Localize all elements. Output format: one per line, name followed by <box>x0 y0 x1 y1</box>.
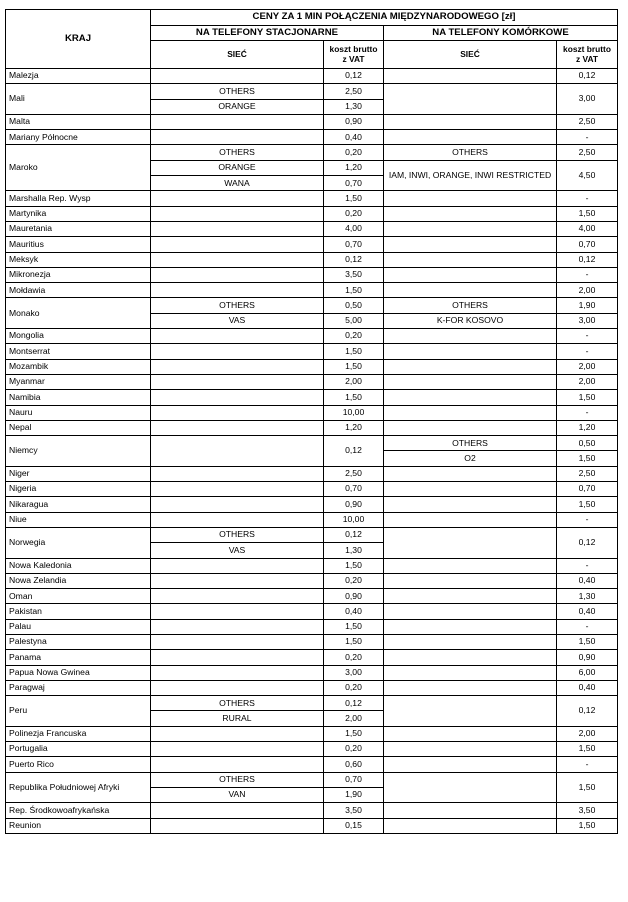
country-cell: Nowa Kaledonia <box>6 558 151 573</box>
mobile-price-cell: 0,50 <box>557 436 618 451</box>
fixed-price-cell: 1,50 <box>324 344 384 359</box>
mobile-price-cell: 6,00 <box>557 665 618 680</box>
country-cell: Nepal <box>6 420 151 435</box>
fixed-price-cell: 0,90 <box>324 114 384 129</box>
mobile-network-cell <box>384 497 557 512</box>
fixed-network-cell: ORANGE <box>151 99 324 114</box>
fixed-network-cell <box>151 359 324 374</box>
fixed-network-cell <box>151 252 324 267</box>
table-row <box>6 573 618 588</box>
mobile-network-cell <box>384 803 557 818</box>
mobile-network-cell <box>384 84 557 115</box>
country-cell: Palestyna <box>6 634 151 649</box>
mobile-network-cell <box>384 390 557 405</box>
country-cell: Mozambik <box>6 359 151 374</box>
fixed-price-cell: 0,40 <box>324 130 384 145</box>
mobile-network-cell <box>384 680 557 695</box>
mobile-price-cell: 2,50 <box>557 145 618 160</box>
country-cell: Myanmar <box>6 374 151 389</box>
mobile-price-cell: 2,50 <box>557 466 618 481</box>
mobile-network-cell <box>384 237 557 252</box>
fixed-network-cell <box>151 742 324 757</box>
table-row <box>6 329 618 344</box>
mobile-price-cell: 0,70 <box>557 482 618 497</box>
fixed-price-cell: 1,50 <box>324 619 384 634</box>
fixed-network-cell <box>151 604 324 619</box>
table-row <box>6 405 618 420</box>
fixed-price-cell: 0,12 <box>324 69 384 84</box>
mobile-network-cell: OTHERS <box>384 436 557 451</box>
mobile-network-cell <box>384 589 557 604</box>
table-row <box>6 206 618 221</box>
fixed-network-cell: OTHERS <box>151 772 324 787</box>
country-cell: Republika Południowej Afryki <box>6 772 151 803</box>
mobile-price-cell: 4,00 <box>557 221 618 236</box>
mobile-price-cell: 3,00 <box>557 84 618 115</box>
table-row <box>6 482 618 497</box>
koszt-line2: z VAT <box>342 53 365 64</box>
mobile-price-cell: 1,50 <box>557 497 618 512</box>
country-cell: Nikaragua <box>6 497 151 512</box>
mobile-price-cell: 1,50 <box>557 451 618 466</box>
mobile-network-cell <box>384 634 557 649</box>
fixed-price-cell: 0,60 <box>324 757 384 772</box>
mobile-network-cell <box>384 191 557 206</box>
mobile-price-cell: 1,50 <box>557 818 618 833</box>
country-cell: Mauritius <box>6 237 151 252</box>
mobile-price-cell: - <box>557 329 618 344</box>
table-row <box>6 145 618 160</box>
mobile-price-cell: 2,00 <box>557 374 618 389</box>
fixed-price-cell: 0,70 <box>324 772 384 787</box>
fixed-network-cell <box>151 482 324 497</box>
table-row <box>6 527 618 542</box>
country-cell: Montserrat <box>6 344 151 359</box>
table-row <box>6 772 618 787</box>
fixed-price-cell: 0,70 <box>324 176 384 191</box>
fixed-price-cell: 1,20 <box>324 420 384 435</box>
table-row <box>6 512 618 527</box>
table-row <box>6 497 618 512</box>
header-siec-mobile: SIEĆ <box>384 41 557 69</box>
country-cell: Mali <box>6 84 151 115</box>
fixed-price-cell: 0,20 <box>324 742 384 757</box>
mobile-network-cell <box>384 405 557 420</box>
fixed-network-cell <box>151 436 324 467</box>
rates-table <box>5 9 618 834</box>
fixed-price-cell: 0,12 <box>324 527 384 542</box>
mobile-network-cell <box>384 558 557 573</box>
table-row <box>6 237 618 252</box>
mobile-price-cell: - <box>557 191 618 206</box>
mobile-network-cell <box>384 329 557 344</box>
table-row <box>6 650 618 665</box>
table-row <box>6 390 618 405</box>
mobile-price-cell: 0,40 <box>557 604 618 619</box>
fixed-network-cell <box>151 221 324 236</box>
table-row <box>6 604 618 619</box>
mobile-network-cell <box>384 726 557 741</box>
fixed-network-cell <box>151 757 324 772</box>
mobile-network-cell <box>384 359 557 374</box>
country-cell: Niue <box>6 512 151 527</box>
mobile-price-cell: 2,50 <box>557 114 618 129</box>
table-row <box>6 130 618 145</box>
country-cell: Nowa Zelandia <box>6 573 151 588</box>
country-cell: Niger <box>6 466 151 481</box>
country-cell: Namibia <box>6 390 151 405</box>
fixed-price-cell: 0,20 <box>324 206 384 221</box>
fixed-price-cell: 0,20 <box>324 145 384 160</box>
mobile-network-cell: OTHERS <box>384 145 557 160</box>
fixed-network-cell <box>151 803 324 818</box>
fixed-price-cell: 0,12 <box>324 252 384 267</box>
country-cell: Palau <box>6 619 151 634</box>
table-row <box>6 619 618 634</box>
fixed-price-cell: 1,50 <box>324 726 384 741</box>
fixed-price-cell: 0,70 <box>324 482 384 497</box>
fixed-network-cell <box>151 512 324 527</box>
table-row <box>6 803 618 818</box>
mobile-price-cell: 1,50 <box>557 206 618 221</box>
mobile-network-cell <box>384 619 557 634</box>
fixed-network-cell: WANA <box>151 176 324 191</box>
table-row <box>6 298 618 313</box>
mobile-price-cell: 0,40 <box>557 680 618 695</box>
fixed-price-cell: 1,50 <box>324 191 384 206</box>
fixed-network-cell: OTHERS <box>151 527 324 542</box>
mobile-price-cell: 1,30 <box>557 589 618 604</box>
table-row <box>6 221 618 236</box>
mobile-network-cell <box>384 527 557 558</box>
header-koszt-fixed <box>324 41 384 69</box>
header-kraj: KRAJ <box>6 10 151 69</box>
country-cell: Nigeria <box>6 482 151 497</box>
fixed-network-cell <box>151 130 324 145</box>
fixed-network-cell <box>151 114 324 129</box>
fixed-network-cell: RURAL <box>151 711 324 726</box>
mobile-network-cell <box>384 114 557 129</box>
table-row <box>6 726 618 741</box>
fixed-price-cell: 0,40 <box>324 604 384 619</box>
fixed-price-cell: 0,20 <box>324 573 384 588</box>
mobile-price-cell: 1,90 <box>557 298 618 313</box>
fixed-price-cell: 0,20 <box>324 329 384 344</box>
fixed-network-cell: OTHERS <box>151 696 324 711</box>
fixed-price-cell: 0,90 <box>324 589 384 604</box>
mobile-network-cell <box>384 69 557 84</box>
fixed-network-cell: OTHERS <box>151 298 324 313</box>
fixed-network-cell: ORANGE <box>151 160 324 175</box>
mobile-price-cell: 2,00 <box>557 283 618 298</box>
mobile-network-cell <box>384 482 557 497</box>
mobile-price-cell: 3,00 <box>557 313 618 328</box>
fixed-network-cell <box>151 405 324 420</box>
fixed-network-cell: OTHERS <box>151 84 324 99</box>
fixed-price-cell: 0,15 <box>324 818 384 833</box>
country-cell: Peru <box>6 696 151 727</box>
fixed-network-cell <box>151 191 324 206</box>
mobile-price-cell: 1,50 <box>557 390 618 405</box>
mobile-price-cell: - <box>557 130 618 145</box>
table-row <box>6 558 618 573</box>
fixed-network-cell <box>151 329 324 344</box>
mobile-network-cell <box>384 818 557 833</box>
mobile-network-cell <box>384 604 557 619</box>
fixed-price-cell: 10,00 <box>324 405 384 420</box>
table-row <box>6 267 618 282</box>
fixed-price-cell: 1,50 <box>324 390 384 405</box>
mobile-network-cell <box>384 573 557 588</box>
mobile-price-cell: 0,12 <box>557 252 618 267</box>
fixed-price-cell: 1,20 <box>324 160 384 175</box>
fixed-network-cell <box>151 497 324 512</box>
mobile-price-cell: 0,12 <box>557 69 618 84</box>
country-cell: Marshalla Rep. Wysp <box>6 191 151 206</box>
mobile-price-cell: 3,50 <box>557 803 618 818</box>
koszt-line1: koszt brutto <box>563 44 611 55</box>
mobile-price-cell: 0,70 <box>557 237 618 252</box>
fixed-price-cell: 0,12 <box>324 436 384 467</box>
fixed-network-cell <box>151 650 324 665</box>
mobile-network-cell <box>384 374 557 389</box>
fixed-price-cell: 0,20 <box>324 650 384 665</box>
fixed-price-cell: 3,50 <box>324 267 384 282</box>
table-row <box>6 344 618 359</box>
country-cell: Mołdawia <box>6 283 151 298</box>
fixed-network-cell <box>151 589 324 604</box>
table-row <box>6 680 618 695</box>
mobile-price-cell: - <box>557 512 618 527</box>
header-mobile: NA TELEFONY KOMÓRKOWE <box>384 26 618 41</box>
table-row <box>6 742 618 757</box>
mobile-price-cell: 4,50 <box>557 160 618 191</box>
table-row <box>6 696 618 711</box>
country-cell: Mauretania <box>6 221 151 236</box>
mobile-network-cell <box>384 221 557 236</box>
country-cell: Norwegia <box>6 527 151 558</box>
table-row <box>6 283 618 298</box>
fixed-price-cell: 2,50 <box>324 84 384 99</box>
table-row <box>6 69 618 84</box>
mobile-network-cell <box>384 283 557 298</box>
country-cell: Meksyk <box>6 252 151 267</box>
fixed-price-cell: 5,00 <box>324 313 384 328</box>
table-row <box>6 818 618 833</box>
table-row <box>6 757 618 772</box>
mobile-network-cell <box>384 772 557 803</box>
fixed-price-cell: 3,00 <box>324 665 384 680</box>
country-cell: Pakistan <box>6 604 151 619</box>
mobile-price-cell: 0,12 <box>557 696 618 727</box>
fixed-network-cell <box>151 818 324 833</box>
mobile-price-cell: - <box>557 558 618 573</box>
mobile-network-cell <box>384 252 557 267</box>
mobile-price-cell: 1,50 <box>557 634 618 649</box>
fixed-network-cell <box>151 283 324 298</box>
koszt-line1: koszt brutto <box>329 44 378 55</box>
table-row <box>6 252 618 267</box>
mobile-price-cell: 1,50 <box>557 772 618 803</box>
table-row <box>6 436 618 451</box>
country-cell: Papua Nowa Gwinea <box>6 665 151 680</box>
mobile-network-cell <box>384 206 557 221</box>
mobile-network-cell <box>384 130 557 145</box>
mobile-network-cell <box>384 512 557 527</box>
mobile-price-cell: - <box>557 757 618 772</box>
mobile-network-cell <box>384 650 557 665</box>
fixed-network-cell: VAN <box>151 787 324 802</box>
koszt-line2: z VAT <box>575 53 599 64</box>
country-cell: Portugalia <box>6 742 151 757</box>
fixed-network-cell <box>151 665 324 680</box>
fixed-network-cell <box>151 267 324 282</box>
fixed-price-cell: 0,12 <box>324 696 384 711</box>
fixed-network-cell <box>151 680 324 695</box>
country-cell: Mongolia <box>6 329 151 344</box>
fixed-network-cell <box>151 69 324 84</box>
country-cell: Nauru <box>6 405 151 420</box>
fixed-price-cell: 1,30 <box>324 99 384 114</box>
country-cell: Reunion <box>6 818 151 833</box>
mobile-network-cell: OTHERS <box>384 298 557 313</box>
mobile-price-cell: - <box>557 405 618 420</box>
header-fixed: NA TELEFONY STACJONARNE <box>151 26 384 41</box>
mobile-network-cell: IAM, INWI, ORANGE, INWI RESTRICTED <box>384 160 557 191</box>
country-cell: Malezja <box>6 69 151 84</box>
country-cell: Paragwaj <box>6 680 151 695</box>
mobile-price-cell: 0,12 <box>557 527 618 558</box>
country-cell: Rep. Środkowoafrykańska <box>6 803 151 818</box>
fixed-network-cell <box>151 206 324 221</box>
fixed-price-cell: 2,50 <box>324 466 384 481</box>
mobile-network-cell: O2 <box>384 451 557 466</box>
country-cell: Martynika <box>6 206 151 221</box>
header-siec-fixed: SIEĆ <box>151 41 324 69</box>
table-row <box>6 665 618 680</box>
fixed-network-cell <box>151 344 324 359</box>
fixed-price-cell: 1,90 <box>324 787 384 802</box>
fixed-price-cell: 1,30 <box>324 543 384 558</box>
fixed-price-cell: 1,50 <box>324 359 384 374</box>
mobile-network-cell <box>384 742 557 757</box>
fixed-price-cell: 2,00 <box>324 711 384 726</box>
mobile-network-cell <box>384 420 557 435</box>
fixed-price-cell: 1,50 <box>324 558 384 573</box>
fixed-price-cell: 0,90 <box>324 497 384 512</box>
fixed-network-cell <box>151 573 324 588</box>
fixed-network-cell <box>151 558 324 573</box>
fixed-network-cell <box>151 726 324 741</box>
fixed-network-cell <box>151 420 324 435</box>
mobile-network-cell <box>384 267 557 282</box>
fixed-network-cell: OTHERS <box>151 145 324 160</box>
fixed-network-cell <box>151 390 324 405</box>
country-cell: Mikronezja <box>6 267 151 282</box>
table-body <box>6 69 618 834</box>
country-cell: Puerto Rico <box>6 757 151 772</box>
table-row <box>6 634 618 649</box>
mobile-price-cell: 1,50 <box>557 742 618 757</box>
mobile-price-cell: - <box>557 267 618 282</box>
table-row <box>6 466 618 481</box>
fixed-network-cell <box>151 634 324 649</box>
fixed-price-cell: 4,00 <box>324 221 384 236</box>
mobile-network-cell <box>384 665 557 680</box>
header-title: CENY ZA 1 MIN POŁĄCZENIA MIĘDZYNARODOWEGO [zł] <box>151 10 618 26</box>
mobile-network-cell <box>384 344 557 359</box>
country-cell: Mariany Północne <box>6 130 151 145</box>
fixed-network-cell <box>151 619 324 634</box>
table-row <box>6 84 618 99</box>
fixed-network-cell: VAS <box>151 543 324 558</box>
country-cell: Maroko <box>6 145 151 191</box>
mobile-price-cell: 0,40 <box>557 573 618 588</box>
country-cell: Malta <box>6 114 151 129</box>
fixed-network-cell <box>151 466 324 481</box>
country-cell: Polinezja Francuska <box>6 726 151 741</box>
fixed-price-cell: 0,20 <box>324 680 384 695</box>
mobile-price-cell: 2,00 <box>557 726 618 741</box>
fixed-price-cell: 10,00 <box>324 512 384 527</box>
country-cell: Niemcy <box>6 436 151 467</box>
table-row <box>6 359 618 374</box>
table-row <box>6 589 618 604</box>
mobile-network-cell: K-FOR KOSOVO <box>384 313 557 328</box>
mobile-network-cell <box>384 466 557 481</box>
fixed-network-cell: VAS <box>151 313 324 328</box>
mobile-price-cell: - <box>557 344 618 359</box>
table-row <box>6 374 618 389</box>
country-cell: Panama <box>6 650 151 665</box>
fixed-price-cell: 1,50 <box>324 634 384 649</box>
fixed-network-cell <box>151 237 324 252</box>
mobile-price-cell: 0,90 <box>557 650 618 665</box>
mobile-network-cell <box>384 696 557 727</box>
mobile-price-cell: 2,00 <box>557 359 618 374</box>
fixed-price-cell: 2,00 <box>324 374 384 389</box>
fixed-price-cell: 1,50 <box>324 283 384 298</box>
table-row <box>6 420 618 435</box>
country-cell: Oman <box>6 589 151 604</box>
header-koszt-mobile <box>557 41 618 69</box>
fixed-network-cell <box>151 374 324 389</box>
table-row <box>6 191 618 206</box>
country-cell: Monako <box>6 298 151 329</box>
mobile-network-cell <box>384 757 557 772</box>
fixed-price-cell: 3,50 <box>324 803 384 818</box>
mobile-price-cell: 1,20 <box>557 420 618 435</box>
table-row <box>6 114 618 129</box>
fixed-price-cell: 0,70 <box>324 237 384 252</box>
mobile-price-cell: - <box>557 619 618 634</box>
fixed-price-cell: 0,50 <box>324 298 384 313</box>
